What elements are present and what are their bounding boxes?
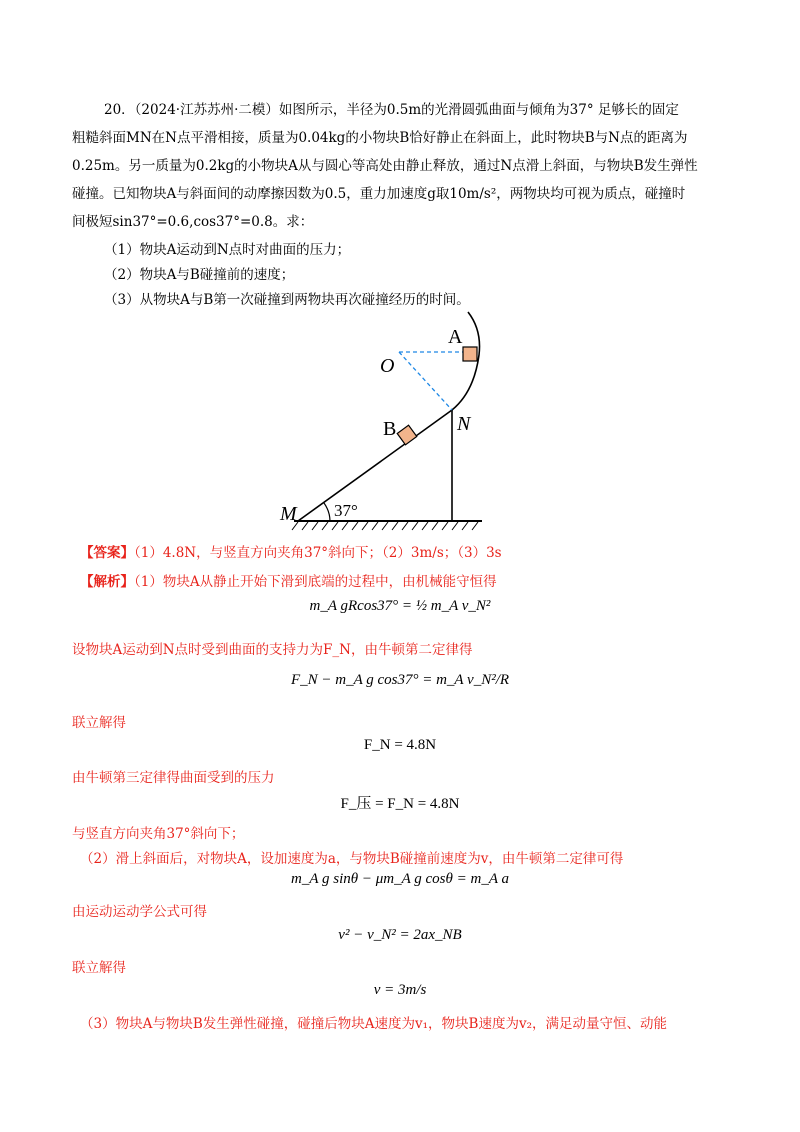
equation-3: F_N = 4.8N	[363, 737, 437, 753]
question-3: （3）从物块A与B第一次碰撞到两物块再次碰撞经历的时间。	[104, 292, 470, 308]
equation-2: F_N − m_A g cos37° = m_A v_N²/R	[290, 672, 510, 688]
analysis-p6: （2）滑上斜面后，对物块A，设加速度为a，与物块B碰撞前速度为v，由牛顿第二定律可得	[80, 851, 624, 867]
equation-1: m_A gRcos37° = ½ m_A v_N²	[309, 598, 491, 614]
label-N: N	[457, 413, 471, 435]
analysis-p3: 联立解得	[72, 715, 126, 731]
problem-line-1: 20．（2024·江苏苏州·二模）如图所示，半径为0.5m的光滑圆弧曲面与倾角为37° 足够长的固定	[104, 102, 679, 118]
angle-arc	[324, 503, 330, 521]
analysis-p8: 联立解得	[72, 960, 126, 976]
analysis-p2: 设物块A运动到N点时受到曲面的支持力为F_N，由牛顿第二定律得	[72, 642, 473, 658]
physics-figure	[270, 310, 500, 532]
label-B: B	[383, 418, 397, 440]
problem-line-5: 间极短sin37°=0.6,cos37°=0.8。求：	[72, 214, 314, 230]
question-1: （1）物块A运动到N点时对曲面的压力；	[104, 242, 351, 258]
radius-ON	[399, 352, 452, 410]
block-B	[397, 425, 417, 445]
answer-text: （1）4.8N，与竖直方向夹角37°斜向下；（2）3m/s；（3）3s	[134, 545, 502, 561]
analysis-tag: 【解析】	[80, 574, 134, 590]
answer-tag: 【答案】	[80, 545, 134, 561]
analysis-p5: 与竖直方向夹角37°斜向下；	[72, 826, 245, 842]
ground-hatching	[292, 522, 478, 530]
analysis-p4: 由牛顿第三定律得曲面受到的压力	[72, 770, 275, 786]
incline-MN	[298, 410, 452, 521]
question-2: （2）物块A与B碰撞前的速度；	[104, 267, 295, 283]
analysis-line-1	[80, 570, 497, 590]
analysis-p1: （1）物块A从静止开始下滑到底端的过程中，由机械能守恒得	[134, 574, 497, 590]
problem-line-3: 0.25m。另一质量为0.2kg的小物块A从与圆心等高处由静止释放，通过N点滑上斜面，与物块B发生弹性	[72, 158, 698, 174]
angle-label: 37°	[334, 501, 358, 520]
label-O: O	[380, 355, 395, 377]
block-A	[463, 347, 477, 361]
label-M: M	[280, 503, 297, 525]
problem-line-4: 碰撞。已知物块A与斜面间的动摩擦因数为0.5，重力加速度g取10m/s²，两物块均可视为质点，碰撞时	[72, 186, 686, 202]
analysis-p9: （3）物块A与物块B发生弹性碰撞，碰撞后物块A速度为v₁，物块B速度为v₂，满足动量守恒、动能	[80, 1016, 668, 1032]
equation-6: v² − v_N² = 2ax_NB	[338, 927, 462, 943]
label-A: A	[448, 326, 463, 348]
problem-line-2: 粗糙斜面MN在N点平滑相接，质量为0.04kg的小物块B恰好静止在斜面上，此时物块B与N点的距离为	[72, 130, 688, 146]
equation-5: m_A g sinθ − μm_A g cosθ = m_A a	[291, 871, 509, 887]
answer-line	[80, 541, 502, 561]
equation-7: v = 3m/s	[373, 982, 427, 998]
analysis-p7: 由运动运动学公式可得	[72, 904, 207, 920]
equation-4: F_压 = F_N = 4.8N	[340, 796, 460, 812]
